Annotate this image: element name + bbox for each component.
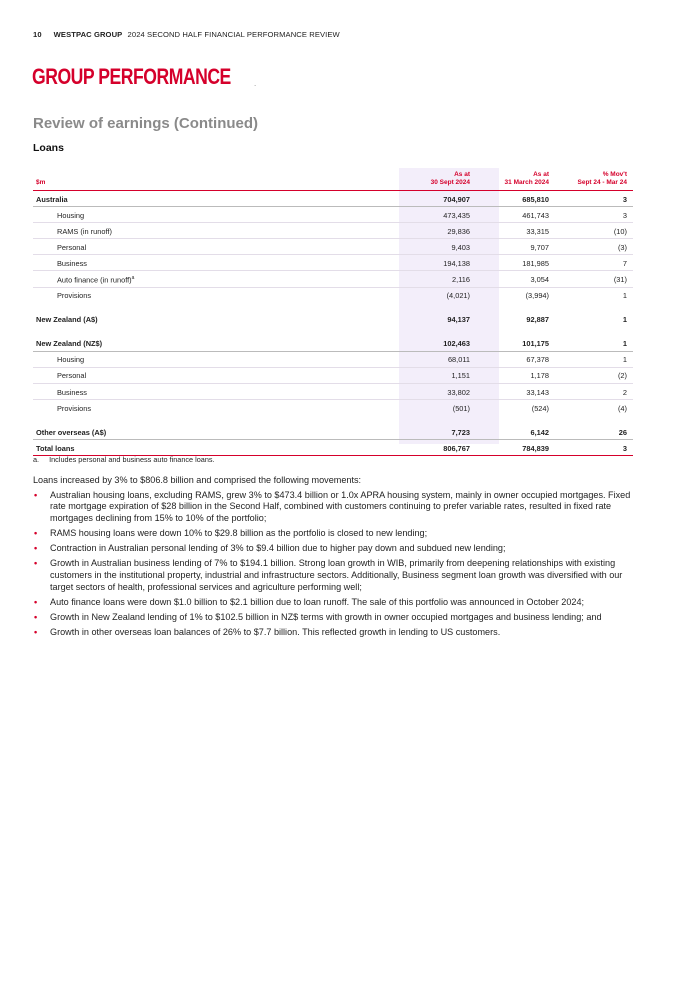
bullet-icon: •: [34, 489, 38, 500]
value-march-2024: 3,054: [530, 274, 549, 284]
intro-paragraph: Loans increased by 3% to $806.8 billion and comprised the following movements:: [33, 475, 362, 485]
table-row: [33, 352, 633, 368]
table-row: [33, 424, 633, 440]
running-header: [33, 30, 340, 39]
value-sept-2024: 68,011: [447, 355, 470, 365]
row-label: Personal: [57, 371, 87, 381]
bullet-icon: •: [34, 527, 38, 538]
table-row: [33, 288, 633, 303]
row-label: Business: [57, 258, 87, 268]
bullet-icon: •: [34, 611, 38, 622]
row-label-text: Auto finance (in runoff): [57, 275, 132, 285]
page-title: GROUP PERFORMANCE: [32, 64, 231, 89]
row-label: Total loans: [36, 443, 75, 453]
row-label: Business: [57, 387, 87, 397]
value-sept-2024: 9,403: [451, 242, 470, 252]
row-label: New Zealand (A$): [36, 315, 98, 325]
commentary: [33, 475, 633, 642]
value-march-2024: 33,315: [526, 226, 549, 236]
value-march-2024: 181,985: [522, 258, 549, 268]
table-row: [33, 239, 633, 255]
table-row: [33, 368, 633, 384]
separator-dot: .: [254, 79, 257, 88]
header-march-2024-line1: As at: [533, 171, 549, 178]
value-movement: (31): [613, 274, 627, 284]
value-movement: (2): [617, 371, 627, 381]
value-sept-2024: 704,907: [443, 194, 470, 204]
list-item-text: Australian housing loans, excluding RAMS, grew 3% to $473.4 billion or 1.0x APRA housing system, mainly in owner occupied mortgages. Fixed rate mortgage expiration of $28 billion in the Second Half, combined with customers continuing to prefer variable rates, resulted in fixed rate mortgages declining from 15% to 10% of the portfolio;: [50, 489, 631, 523]
value-sept-2024: (4,021): [446, 291, 470, 301]
value-march-2024: 685,810: [522, 194, 549, 204]
value-march-2024: 92,887: [526, 315, 549, 325]
value-march-2024: (3,994): [525, 291, 549, 301]
section-subtitle: Review of earnings (Continued): [33, 115, 259, 132]
brand-name: WESTPAC GROUP: [53, 30, 123, 39]
table-header: [33, 168, 633, 191]
header-sept-2024: [431, 171, 470, 187]
value-movement: 3: [622, 194, 627, 204]
table-row-total: [33, 440, 633, 456]
value-movement: (3): [617, 242, 627, 252]
footnote-text: Includes personal and business auto finance loans.: [49, 455, 215, 464]
table-row: [33, 255, 633, 271]
row-spacer: [33, 327, 633, 336]
value-movement: (10): [613, 226, 627, 236]
table-row: [33, 223, 633, 239]
value-march-2024: 6,142: [530, 427, 549, 437]
list-item: [33, 528, 633, 540]
list-item-text: Growth in Australian business lending of 7% to $194.1 billion. Strong loan growth in WIB, primarily from deepening relationships with existing customers in the institutional property, industrial and infrastructure sectors. Additionally, Business segment loan growth was diversified with our target sectors of health, professional services and agriculture performing well;: [50, 558, 623, 592]
row-label: Housing: [57, 210, 85, 220]
value-movement: 1: [622, 291, 627, 301]
value-sept-2024: 194,138: [443, 258, 470, 268]
header-march-2024: [505, 171, 549, 187]
value-march-2024: (524): [531, 403, 549, 413]
section-heading: Loans: [33, 142, 64, 154]
value-movement: 1: [622, 315, 627, 325]
list-item-text: RAMS housing loans were down 10% to $29.8 billion as the portfolio is closed to new lending;: [50, 527, 428, 538]
value-sept-2024: 94,137: [447, 315, 470, 325]
list-item: [33, 543, 633, 555]
value-sept-2024: (501): [452, 403, 470, 413]
row-label: Other overseas (A$): [36, 427, 107, 437]
header-sept-2024-line2: 30 Sept 2024: [430, 179, 470, 186]
footnote: [33, 455, 215, 464]
table-row: [33, 207, 633, 223]
value-sept-2024: 1,151: [451, 371, 470, 381]
value-march-2024: 9,707: [530, 242, 549, 252]
table-row: [33, 384, 633, 400]
value-sept-2024: 2,116: [452, 274, 470, 284]
value-march-2024: 101,175: [522, 339, 549, 349]
list-item-text: Growth in New Zealand lending of 1% to $102.5 billion in NZ$ terms with growth in owner occupied mortgages and business lending; and: [50, 611, 602, 622]
value-sept-2024: 7,723: [451, 427, 470, 437]
loans-table: [33, 168, 633, 456]
list-item-text: Auto finance loans were down $1.0 billion to $2.1 billion due to loan runoff. The sale of this portfolio was announced in October 2024;: [50, 596, 585, 607]
value-sept-2024: 473,435: [443, 210, 470, 220]
bullet-icon: •: [34, 596, 38, 607]
header-unit: $m: [36, 179, 46, 186]
row-label: Provisions: [57, 403, 92, 413]
table-row: [33, 312, 633, 327]
value-movement: 7: [622, 258, 627, 268]
row-label: New Zealand (NZ$): [36, 339, 103, 349]
header-movement-line1: % Mov't: [602, 171, 627, 178]
value-sept-2024: 806,767: [443, 443, 470, 453]
table-row: [33, 336, 633, 352]
row-label: Australia: [36, 194, 68, 204]
document-title: 2024 SECOND HALF FINANCIAL PERFORMANCE REVIEW: [127, 30, 340, 39]
header-movement: [578, 171, 628, 187]
header-sept-2024-line1: As at: [454, 171, 470, 178]
list-item: [33, 558, 633, 593]
bullet-icon: •: [34, 543, 38, 554]
bullet-list: [33, 490, 633, 639]
value-movement: (4): [617, 403, 627, 413]
row-label: Housing: [57, 355, 85, 365]
list-item-text: Contraction in Australian personal lending of 3% to $9.4 billion due to higher pay down and subdued new lending;: [50, 543, 506, 554]
row-spacer: [33, 303, 633, 312]
row-label: RAMS (in runoff): [57, 226, 112, 236]
value-movement: 3: [622, 443, 627, 453]
value-sept-2024: 33,802: [447, 387, 470, 397]
footnote-label: a.: [33, 455, 40, 464]
table-row: [33, 400, 633, 415]
footnote-marker: a: [131, 274, 135, 281]
value-sept-2024: 102,463: [443, 339, 470, 349]
page-number: 10: [33, 30, 42, 39]
value-march-2024: 1,178: [530, 371, 549, 381]
table-row: [33, 191, 633, 207]
list-item: [33, 627, 633, 639]
value-movement: 1: [622, 355, 627, 365]
list-item: [33, 612, 633, 624]
header-march-2024-line2: 31 March 2024: [504, 179, 549, 186]
value-movement: 3: [622, 210, 627, 220]
table-row: [33, 271, 633, 287]
list-item: [33, 597, 633, 609]
value-movement: 1: [622, 339, 627, 349]
value-march-2024: 33,143: [526, 387, 549, 397]
row-label: Personal: [57, 242, 87, 252]
bullet-icon: •: [34, 627, 38, 638]
row-label: [57, 275, 134, 284]
value-movement: 2: [622, 387, 627, 397]
bullet-icon: •: [34, 558, 38, 569]
value-march-2024: 67,378: [526, 355, 549, 365]
value-march-2024: 461,743: [522, 210, 549, 220]
row-label: Provisions: [57, 291, 92, 301]
value-sept-2024: 29,836: [447, 226, 470, 236]
value-movement: 26: [618, 427, 627, 437]
list-item-text: Growth in other overseas loan balances of 26% to $7.7 billion. This reflected growth in lending to US customers.: [50, 627, 501, 638]
header-movement-line2: Sept 24 - Mar 24: [577, 179, 627, 186]
list-item: [33, 490, 633, 525]
row-spacer: [33, 415, 633, 424]
value-march-2024: 784,839: [522, 443, 549, 453]
